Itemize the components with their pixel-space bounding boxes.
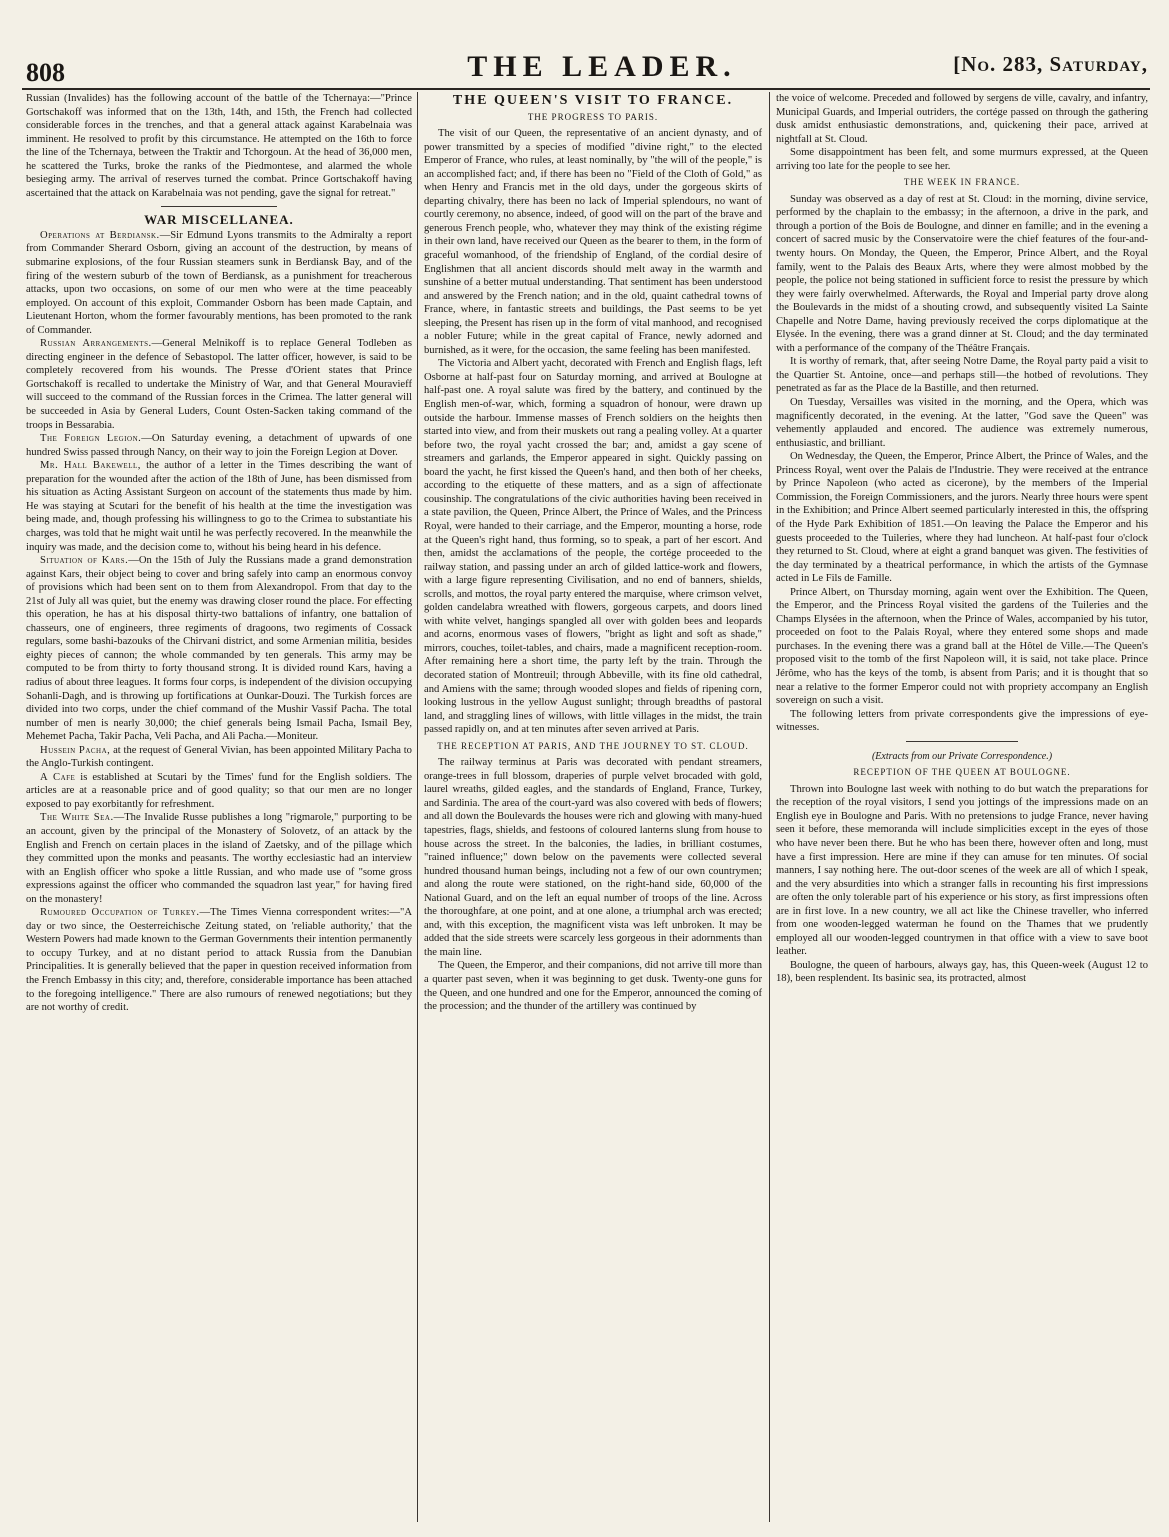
paragraph-lead: Hussein Pacha, (40, 744, 111, 756)
article-paragraph: The visit of our Queen, the representative of an ancient dynasty, and of power transmitted by a species of modified "divine right," to the elected Emperor of France, who rules, at least nominally, by "the will of the people," is an accomplished fact; and, if there has been no "Field of the Cloth of Gold," as when Henry and Francis met in the old days, under the gorgeous skirts of departing chivalry, there has been no lack of Imperial splendours, no want of courtly ceremony, no absence, indeed, of good will on the part of the brave and generous French people, who, whatever they may think of the existing régime in their own land, have received our Queen as the bearer to them, in the form of graceful womanhood, of the friendship of England, of the cordial desire of Englishmen that all ancient discords should melt away in the warmth and sunshine of a better mutual understanding. That sentiment has been understood and answered by the French nation; and in the old, quaint cathedral towns of France, where, in fantastic streets and buildings, the Past seems to be yet sleeping, the Present has risen up in the form of vital manhood, and recognised a nobler Future; while in the great capital of France, newly adorned and burnished, as it were, for the occasion, the same feeling has been manifested. (424, 128, 762, 356)
article-subheading: RECEPTION OF THE QUEEN AT BOULOGNE. (853, 767, 1071, 778)
section-rule (906, 741, 1018, 742)
column-1 (26, 92, 412, 1522)
paragraph-lead: The White Sea. (40, 812, 114, 824)
article-paragraph: The following letters from private correspondents give the impressions of eye-witnesses. (776, 708, 1148, 734)
article-paragraph: Boulogne, the queen of harbours, always gay, has, this Queen-week (August 12 to 18), been resplendent. Its basinic sea, its protracted, almost (776, 959, 1148, 985)
paragraph-text: at the request of General Vivian, has been appointed Military Pacha to the Anglo-Turkish contingent. (26, 744, 412, 770)
header-rule (22, 88, 1150, 90)
article-subheading: THE RECEPTION AT PARIS, AND THE JOURNEY TO ST. CLOUD. (437, 740, 749, 751)
article-paragraph: The Queen, the Emperor, and their companions, did not arrive till more than a quarter past seven, when it was beginning to get dusk. Twenty-one guns for the Queen, and one hundred and one for the Emperor, announced the coming of the procession; and the thunder of the artillery was continued by (424, 960, 762, 1013)
section-heading: WAR MISCELLANEA. (144, 212, 294, 228)
article-paragraph (26, 432, 412, 459)
article-title: THE QUEEN'S VISIT TO FRANCE. (452, 93, 734, 108)
article-paragraph (26, 459, 412, 554)
page-header (22, 50, 1150, 90)
article-paragraph (26, 744, 412, 771)
article-subheading: THE PROGRESS TO PARIS. (527, 111, 659, 122)
paragraph-text: the author of a letter in the Times describing the want of preparation for the wounded after the action of the 18th of June, has been dismissed from his situation as Acting Assistant Surgeon on account of the statements thus made by him. He was staying at Scutari for the benefit of his health at the time the investigation was being made, and, though professing his willingness to go to the Crimea to substantiate his charges, was told that he might wait until he was perfectly recovered. In the meanwhile the inquiry was made, and the decision come to, without his being heard in his defence. (26, 460, 412, 553)
article-paragraph: It is worthy of remark, that, after seeing Notre Dame, the Royal party paid a visit to the Quartier St. Antoine, once—and perhaps still—the hotbed of revolutions. They penetrated as far as the Place de la Bastille, and then returned. (776, 356, 1148, 395)
article-paragraph (26, 811, 412, 906)
article-subheading: THE WEEK IN FRANCE. (903, 177, 1021, 188)
article-paragraph: the voice of welcome. Preceded and followed by sergens de ville, cavalry, and infantry, Municipal Guards, and Imperial outriders, the cortége passed on through the gathering dusk amidst enthusiastic demonstrations, and, quickening their pace, arrived at nightfall at St. Cloud. (776, 93, 1148, 145)
article-paragraph: The railway terminus at Paris was decorated with pendant streamers, orange-trees in full blossom, draperies of purple velvet brocaded with gold, laurel wreaths, gilded eagles, and the standards of England, France, Turkey, and Sardinia. The area of the court-yard was also covered with beds of flowers; and all down the Boulevards the houses were rich and glowing with many-hued tapestries, flags, shields, and festoons of coloured lanterns slung from house to house across the street. In the balconies, the ladies, in brilliant costumes, "rained influence;" down below on the pavements were collected several hundred thousand human beings, including not a few of our own countrymen; and along the route were stationed, on the right-hand side, 60,000 of the National Guard, and on the left an equal number of troops of the line. Across the thoroughfare, at one point, and at one alone, a triumphal arch was erected; and, with this exception, the magnificent vista was left unbroken. It may be added that the side streets were scarcely less gorgeous in their adornments than the main line. (424, 757, 762, 958)
article-paragraph (26, 337, 412, 432)
paragraph-text: —On the 15th of July the Russians made a grand demonstration against Kars, their object being to cover and bring safely into camp an enormous convoy of provisions which had been sent on to them from Alexandropol. From that day to the 21st of July all was quiet, but the enemy was drawing closer round the place. For effecting this operation, he has at his disposal thirty-two battalions of infantry, one battalion of chasseurs, one of engineers, three regiments of dragoons, two regiments of Cossack regulars, some bashi-bazouks of the Chirvani district, and some Armenian militia, besides eighty pieces of cannon; the whole commanded by ten generals. This army may be computed to be from thirty to forty thousand strong. It is divided round Kars, having a radius of about three leagues. It forms four corps, is independent of the division occupying Sohanli-Dagh, and is throwing up fortifications at Ounkar-Douzi. The Turkish forces are divided into two corps, under the chief command of the Mushir Vassif Pacha. The total number of men is nearly 30,000; the chief generals being Ismail Pacha, Ismail Bey, Mehemet Pacha, Takir Pacha, Veli Pacha, and Ali Pacha.—Moniteur. (26, 555, 412, 743)
paragraph-text: —The Invalide Russe publishes a long "rigmarole," purporting to be an account, given by the principal of the Monastery of Solovetz, of an attack by the English and French on certain places in the island of Zaetsky, and of the pillage which they committed upon the monks and peasants. The worthy ecclesiastic had an interview with an English officer who spoke a little Russian, and who made use of "some gross expressions against the officer who commanded the squadron last year," for having fired on the monastery! (26, 812, 412, 905)
paragraph-text: —The Times Vienna correspondent writes:—"A day or two since, the Oesterreichische Zeitung stated, on 'reliable authority,' that the Western Powers had made known to the German Governments their intention permanently to occupy Turkey, and at no distant period to attack Russia from the Danubian Principalities. It is generally believed that the paper in question received information from the French Embassy in this city; and, therefore, considerable importance has been attached to the foregoing intelligence." There are also rumours of renewed negotiations; but they are not worthy of credit. (26, 907, 412, 1014)
paragraph-lead: The Foreign Legion. (40, 433, 142, 445)
paragraph-lead: Mr. Hall Bakewell, (40, 460, 141, 472)
article-paragraph: The Victoria and Albert yacht, decorated with French and English flags, left Osborne at half-past four on Saturday morning, and arrived at Boulogne at half-past one. A royal salute was fired by the battery, and continued by the English men-of-war, which, forming a squadron of honour, were drawn up outside the harbour. Immense masses of French soldiers on the heights then started into view, and from their muskets out rang a pealing volley. At a quarter before two, the royal yacht crossed the bar; and, amidst a gay scene of streamers and garlands, the Emperor appeared in sight. Quickly passing on board the yacht, he first kissed the Queen's hand, and then both of her cheeks, according to the etiquette of these matters, and as a sign of affectionate cousinship. The congratulations of the civic authorities having been received in a state pavilion, the Queen, Prince Albert, the Prince of Wales, and the Princess Royal, were handed to their carriage, and the Emperor, mounting a horse, rode at the Queen's right hand, thus forming, so to speak, a part of her escort. And then, amidst the acclamations of the people, the cortége proceeded to the railway station, and passing under an arch of gilded lattice-work and flowers, with a large figure representing Civilisation, and no end of banners, shields, scrolls, and mottos, the royal party entered the marquise, where crimson velvet, golden candelabra wreathed with flowers, gorgeous carpets, and doors lined with white velvet, hangings spangled all over with golden bees and leopards and acorns, enormous vases of flowers, "bright as light and soft as shade," mirrors, couches, toilet-tables, and chairs, made a magnificent reception-room. After remaining here a short time, the party left by the train. Through the decorated station of Montreuil; through Abbeville, with its fine old cathedral, and Amiens with the same; through wooded slopes and fields of ripening corn, looking lustrous in the yellow August sunlight; through breadths of pastoral land, and straggling lines of willows, with little villages in the midst, the train passed rapidly on, and at ten minutes after seven arrived at Paris. (424, 358, 762, 736)
paragraph-text: —On Saturday evening, a detachment of upwards of one hundred Swiss passed through Nancy, on their way to join the Foreign Legion at Dover. (26, 433, 412, 458)
issue-label: [No. 283, Saturday, (953, 52, 1148, 76)
correspondence-heading: (Extracts from our Private Correspondence.) (871, 750, 1053, 762)
column-divider (417, 92, 418, 1522)
article-paragraph: Prince Albert, on Thursday morning, again went over the Exhibition. The Queen, the Emperor, and the Princess Royal visited the gardens of the Tuileries and the Champs Elysées in the afternoon, when the Prince of Wales, accompanied by his tutor, proceeded on foot to the Palais Royal, where they entered some shops and made purchases. In the evening there was a grand ball at the Hôtel de Ville.—The Queen's proposed visit to the tomb of the first Napoleon will, it is said, not take place. Prince Jérôme, who has the keys of the tomb, is absent from Paris; and it is thought that so near a relative to the former Emperor could not with propriety accompany an English sovereign on such a visit. (776, 586, 1148, 707)
masthead: THE LEADER. (467, 50, 737, 83)
paragraph-text: —General Melnikoff is to replace General Todleben as directing engineer in the defence of Sebastopol. The latter officer, however, is said to be completely recovered from his wounds. The Presse d'Orient states that Prince Gortschakoff is recalled to undertake the Ministry of War, and that General Mouravieff will succeed to the command of the Russian forces in the Crimea. The latter general will be succeeded in Asia by General Luders, Count Osten-Sacken taking command of the troops in Bessarabia. (26, 338, 412, 431)
section-rule (161, 206, 277, 207)
paragraph-lead: Russian Arrangements. (40, 338, 152, 350)
page-number: 808 (26, 58, 65, 87)
article-paragraph (26, 906, 412, 1014)
article-paragraph (26, 771, 412, 812)
article-paragraph: Some disappointment has been felt, and some murmurs expressed, at the Queen arriving too late for the people to see her. (776, 147, 1148, 172)
article-paragraph: Thrown into Boulogne last week with nothing to do but watch the preparations for the reception of the royal visitors, I send you jottings of the impressions made on an English eye in Boulogne and Paris. With no pretensions to judge France, never having seen it before, these memoranda will include simplicities except in the eyes of those who have never been there. But he who has been there, however often and long, must have a first impression. Here are mine if they can amuse for ten minutes. Of social manners, I say nothing here. The out-door scenes of the week are all of which I speak, and the very absurdities into which a stranger falls in recounting his first impressions are often the only tolerable part of his experience or his story, as first impressions often are in first love. In a new country, we all act like the Chinese traveller, who inferred from one wooden-legged waterman he found on the Thames that we prudently employed all our wooden-legged countrymen in that office with a view to save boot leather. (776, 783, 1148, 958)
article-paragraph (26, 229, 412, 337)
paragraph-lead: Operations at Berdiansk. (40, 229, 160, 241)
article-paragraph: Russian (Invalides) has the following account of the battle of the Tchernaya:—"Prince Gortschakoff was informed that on the 13th, 14th, and 15th, the French had collected considerable forces in the trenches, and that a general attack against Karabelnaia was imminent. He resolved to profit by this circumstance. He attempted on the 16th to force the line of the Tchernaya, between the Traktir and Tchorgoun. At the head of 36,000 men, he scattered the Turks, broke the ranks of the Piedmontese, and alarmed the whole besieging army. The arrival of reserves turned the combat. Prince Gortschakoff having ascertained that the attack on Karabelnaia was not pending, gave the signal for retreat." (26, 93, 412, 199)
column-2 (424, 92, 762, 1522)
article-paragraph: Sunday was observed as a day of rest at St. Cloud: in the morning, divine service, performed by the chaplain to the embassy; in the afternoon, a drive in the park, and through a portion of the Bois de Boulogne, and dinner en famille; and in the evening a concert of sacred music by the Conservatoire were the chief features of the four-and-twenty hours. On Monday, the Queen, the Emperor, Prince Albert, and the Royal family, went to the Palais des Beaux Arts, where they were almost mobbed by the people, the police not being stationed in sufficient force to resist the pressure by which they were fairly overwhelmed. Afterwards, the Royal and Imperial party drove along the Boulevards in the midst of a shouting crowd, and subsequently visited La Sainte Chapelle and Notre Dame, having previously received the corps diplomatique at the Elysée. In the evening, there was a grand dinner at St. Cloud; and the day terminated with a performance of the company of the Théâtre Français. (776, 193, 1148, 354)
article-paragraph: On Tuesday, Versailles was visited in the morning, and the Opera, which was magnificently decorated, in the evening. At the latter, "God save the Queen" was vehemently applauded and encored. The audience was extremely numerous, enthusiastic, and brilliant. (776, 397, 1148, 449)
article-paragraph (26, 554, 412, 744)
paragraph-lead: Rumoured Occupation of Turkey. (40, 907, 200, 919)
paragraph-lead: Situation of Kars. (40, 555, 129, 567)
column-divider (769, 92, 770, 1522)
paragraph-text: is established at Scutari by the Times' fund for the English soldiers. The articles are at a reasonable price and of good quality; so that our men are no longer exposed to pay exorbitantly for refreshment. (26, 771, 412, 810)
paragraph-text: —Sir Edmund Lyons transmits to the Admiralty a report from Commander Sherard Osborn, giving an account of the destruction, by means of submarine explosions, of the four Russian steamers sunk in Berdiansk Bay, and of the firing of the western suburb of the town of Berdiansk, as a punishment for treacherous attacks, upon two occasions, on some of our men who were at the time peaceably employed. On account of this exploit, Commander Osborn has been made Captain, and Lieutenant Horton, whom the former favourably mentions, has been promoted to the rank of Commander. (26, 229, 412, 336)
column-3 (776, 92, 1148, 1522)
article-paragraph: On Wednesday, the Queen, the Emperor, Prince Albert, the Prince of Wales, and the Princess Royal, went over the Palais de l'Industrie. They were received at the entrance by Prince Napoleon (who acted as cicerone), by the members of the Imperial Commission, the Foreign Commissioners, and the jurors. Nearly three hours were spent in the Exhibition; and Prince Albert seemed particularly interested in this, the offspring of the Hyde Park Exhibition of 1851.—On leaving the Palace the Emperor and his guests proceeded to the Tuileries, where they had luncheon. At half-past four o'clock they returned to St. Cloud, where at eight a grand banquet was given. The festivities of the day terminated by a theatrical performance, in which the artists of the Gymnase acted in Le Fils de Famille. (776, 451, 1148, 585)
paragraph-lead: A Cafe (40, 771, 76, 783)
